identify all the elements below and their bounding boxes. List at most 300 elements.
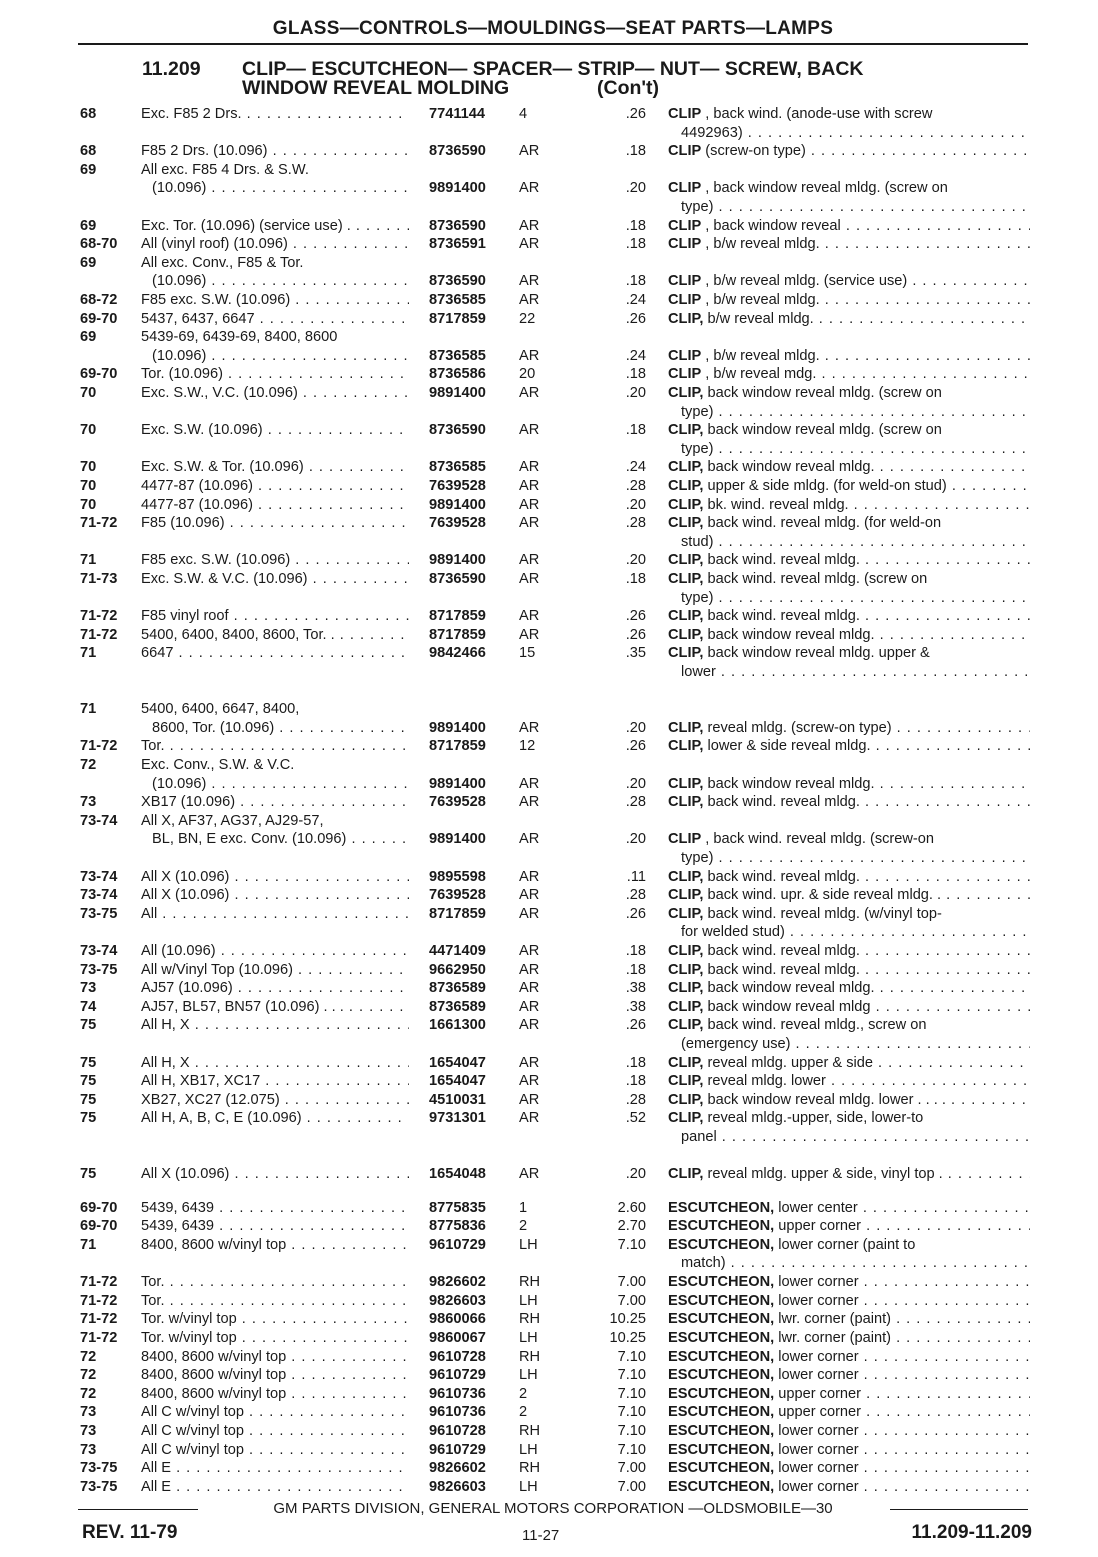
part-number: 9891400 <box>429 775 486 792</box>
part-detail: bk. wind. reveal mldg. <box>703 496 849 513</box>
part-name: ESCUTCHEON, <box>668 1441 775 1458</box>
model-year: 69 <box>80 329 97 346</box>
part-number: 8736589 <box>429 998 486 1015</box>
part-name: ESCUTCHEON, <box>668 1218 775 1235</box>
model-application: 5439, 6439 . . . <box>141 1199 409 1218</box>
part-description <box>668 1016 1030 1035</box>
model-application-cont: 8600, Tor. (10.096) . . . <box>152 719 409 738</box>
quantity: RH <box>519 1422 541 1439</box>
model-year: 68 <box>80 106 97 122</box>
quantity: 2 <box>519 1404 528 1421</box>
quantity: AR <box>519 943 540 959</box>
model-application: 5439-69, 6439-69, 8400, 8600 <box>141 329 338 346</box>
part-number: 8736585 <box>429 347 486 364</box>
model-year: 69-70 <box>80 310 118 327</box>
quantity: AR <box>519 1110 540 1127</box>
quantity: RH <box>519 1348 541 1365</box>
model-year: 71-72 <box>80 738 118 755</box>
part-description <box>668 551 1030 570</box>
part-detail: back wind. reveal mldg. (w/vinyl top- <box>703 905 942 922</box>
part-number: 8736590 <box>429 217 486 234</box>
part-detail: back window reveal mldg. (screw on <box>703 422 942 439</box>
part-number: 1654048 <box>429 1166 486 1183</box>
price: .52 <box>625 1110 646 1127</box>
part-description <box>668 942 1030 961</box>
model-application: Tor. . . . <box>141 1292 409 1311</box>
part-description <box>668 1385 1030 1404</box>
quantity: AR <box>519 273 540 290</box>
price: .18 <box>625 143 646 160</box>
model-year: 73-75 <box>80 1478 118 1495</box>
part-description <box>668 291 1030 310</box>
model-year: 71-72 <box>80 515 118 532</box>
model-application: Exc. S.W., V.C. (10.096) . . . <box>141 384 409 403</box>
part-number: 8736590 <box>429 143 486 160</box>
part-detail: , back wind. (anode-use with screw <box>701 106 933 122</box>
part-detail: , back window reveal <box>701 217 841 234</box>
part-number: 7639528 <box>429 794 486 811</box>
part-number: 7639528 <box>429 515 486 532</box>
part-detail: lower corner <box>774 1478 859 1495</box>
part-detail: lower corner <box>774 1274 859 1291</box>
part-number: 8717859 <box>429 738 486 755</box>
part-name: CLIP, <box>668 1091 704 1108</box>
part-name: CLIP, <box>668 459 704 476</box>
part-name: ESCUTCHEON, <box>668 1329 775 1346</box>
part-detail: upper corner <box>774 1218 862 1235</box>
model-application-cont: BL, BN, E exc. Conv. (10.096) . . . <box>152 830 409 849</box>
part-name: CLIP <box>668 106 702 122</box>
part-name: CLIP, <box>668 943 704 959</box>
part-detail: lower corner <box>774 1367 859 1384</box>
model-application: 5400, 6400, 8400, 8600, Tor. . . . . <box>141 626 409 645</box>
part-detail: lwr. corner (paint) <box>774 1311 892 1328</box>
part-description <box>668 217 1030 236</box>
model-year: 75 <box>80 1166 97 1183</box>
price: 7.10 <box>617 1367 646 1384</box>
section-number: 11.209 <box>142 58 201 80</box>
part-description <box>668 1273 1030 1292</box>
part-number: 9731301 <box>429 1110 486 1127</box>
price: .20 <box>625 719 646 736</box>
quantity: 4 <box>519 106 528 122</box>
model-year: 73 <box>80 1422 97 1439</box>
part-description <box>668 1072 1030 1091</box>
price: .18 <box>625 366 646 383</box>
part-description-cont: type) . . . <box>681 440 1030 459</box>
part-description-cont: (emergency use) . . . <box>681 1035 1030 1054</box>
part-number: 9891400 <box>429 831 486 848</box>
quantity: AR <box>519 794 540 811</box>
part-description <box>668 905 1030 924</box>
part-detail: lower center <box>774 1199 858 1216</box>
part-number: 9610729 <box>429 1367 486 1384</box>
model-year: 73-75 <box>80 1460 118 1477</box>
model-application: F85 vinyl roof . . . <box>141 607 409 626</box>
quantity: AR <box>519 905 540 922</box>
part-number: 9826603 <box>429 1478 486 1495</box>
footer-rule-left <box>78 1509 198 1510</box>
part-number: 8736586 <box>429 366 486 383</box>
price: 7.00 <box>617 1460 646 1477</box>
quantity: AR <box>519 385 540 401</box>
price: .24 <box>625 292 646 308</box>
model-application: All exc. F85 4 Drs. & S.W. <box>141 161 309 178</box>
model-application-cont: (10.096) . . . <box>152 272 409 291</box>
part-name: ESCUTCHEON, <box>668 1311 775 1328</box>
model-application: All X (10.096) . . . <box>141 886 409 905</box>
part-name: CLIP, <box>668 1073 704 1090</box>
quantity: AR <box>519 571 540 587</box>
part-number: 8717859 <box>429 310 486 327</box>
model-year: 73-75 <box>80 961 118 978</box>
part-name: CLIP <box>668 831 702 848</box>
part-detail: (screw-on type) <box>701 143 806 160</box>
part-name: CLIP, <box>668 478 704 494</box>
model-year: 73-74 <box>80 868 118 885</box>
price: .26 <box>625 738 646 755</box>
quantity: AR <box>519 831 540 848</box>
quantity: AR <box>519 1017 540 1034</box>
model-application: AJ57, BL57, BN57 (10.096) . . . . . . <box>141 998 409 1017</box>
price: .26 <box>625 106 646 122</box>
part-name: CLIP, <box>668 385 704 401</box>
part-name: ESCUTCHEON, <box>668 1478 775 1495</box>
part-description <box>668 1310 1030 1329</box>
part-detail: back window reveal mldg <box>703 998 871 1015</box>
model-year: 73 <box>80 1441 97 1458</box>
quantity: 15 <box>519 645 536 662</box>
model-application: All E . . . <box>141 1478 409 1497</box>
part-description <box>668 775 1030 794</box>
price: .20 <box>625 775 646 792</box>
model-application: 8400, 8600 w/vinyl top . . . <box>141 1366 409 1385</box>
part-number: 8736591 <box>429 236 486 253</box>
price: .28 <box>625 887 646 904</box>
price: .18 <box>625 571 646 587</box>
part-detail: back wind. reveal mldg. (for weld-on <box>703 515 942 532</box>
part-description <box>668 1109 1030 1128</box>
part-name: ESCUTCHEON, <box>668 1404 775 1421</box>
part-name: CLIP, <box>668 496 704 513</box>
quantity: AR <box>519 347 540 364</box>
part-description-cont: type) . . . <box>681 849 1030 868</box>
quantity: AR <box>519 552 540 569</box>
part-name: ESCUTCHEON, <box>668 1292 775 1309</box>
part-detail: , b/w reveal mldg. <box>701 292 820 308</box>
quantity: AR <box>519 887 540 904</box>
model-year: 71-73 <box>80 571 118 587</box>
model-application-cont: (10.096) . . . <box>152 179 409 198</box>
part-number: 9860066 <box>429 1311 486 1328</box>
model-application: 4477-87 (10.096) . . . <box>141 477 409 496</box>
part-number: 9826603 <box>429 1292 486 1309</box>
part-description <box>668 142 1030 161</box>
price: .18 <box>625 273 646 290</box>
quantity: AR <box>519 608 540 625</box>
quantity: AR <box>519 496 540 513</box>
part-number: 9891400 <box>429 719 486 736</box>
part-number: 9610728 <box>429 1348 486 1365</box>
part-number: 9610729 <box>429 1236 486 1253</box>
part-number: 9610736 <box>429 1404 486 1421</box>
part-description-cont: for welded stud) . . . <box>681 923 1030 942</box>
part-detail: lower corner <box>774 1292 859 1309</box>
model-application: Exc. S.W. (10.096) . . . <box>141 421 409 440</box>
model-year: 68 <box>80 143 97 160</box>
model-year: 71-72 <box>80 608 118 625</box>
part-number: 9842466 <box>429 645 486 662</box>
part-detail: lower corner <box>774 1460 859 1477</box>
part-detail: reveal mldg. upper & side, vinyl top . <box>703 1166 943 1183</box>
part-name: CLIP, <box>668 1017 704 1034</box>
part-description <box>668 719 1030 738</box>
part-number: 8717859 <box>429 608 486 625</box>
part-name: ESCUTCHEON, <box>668 1385 775 1402</box>
part-name: ESCUTCHEON, <box>668 1422 775 1439</box>
quantity: AR <box>519 422 540 439</box>
part-detail: upper corner <box>774 1385 862 1402</box>
price: .26 <box>625 608 646 625</box>
quantity: 22 <box>519 310 536 327</box>
quantity: AR <box>519 236 540 253</box>
price: .28 <box>625 478 646 494</box>
part-description <box>668 830 1030 849</box>
part-name: CLIP, <box>668 961 704 978</box>
model-application: All C w/vinyl top . . . <box>141 1441 409 1460</box>
model-application: All exc. Conv., F85 & Tor. <box>141 254 304 271</box>
part-name: CLIP, <box>668 887 704 904</box>
model-year: 75 <box>80 1054 97 1071</box>
model-application: F85 exc. S.W. (10.096) . . . <box>141 291 409 310</box>
model-application: XB27, XC27 (12.075) . . . <box>141 1091 409 1110</box>
part-detail: back wind. reveal mldg. <box>703 794 860 811</box>
part-description <box>668 886 1030 905</box>
model-year: 71 <box>80 645 97 662</box>
part-detail: back window reveal mldg. <box>703 626 875 643</box>
part-detail: lower & side reveal mldg. <box>703 738 871 755</box>
part-name: ESCUTCHEON, <box>668 1348 775 1365</box>
quantity: AR <box>519 626 540 643</box>
part-name: CLIP, <box>668 775 704 792</box>
price: 10.25 <box>609 1311 646 1328</box>
part-detail: lower corner <box>774 1441 859 1458</box>
part-number: 8736590 <box>429 273 486 290</box>
part-name: CLIP <box>668 273 702 290</box>
part-description <box>668 868 1030 887</box>
model-application: All H, A, B, C, E (10.096) . . . <box>141 1109 409 1128</box>
part-name: CLIP, <box>668 608 704 625</box>
quantity: AR <box>519 217 540 234</box>
price: .28 <box>625 794 646 811</box>
price: .20 <box>625 180 646 197</box>
price: .18 <box>625 422 646 439</box>
part-description <box>668 998 1030 1017</box>
part-number: 9891400 <box>429 180 486 197</box>
part-detail: , b/w reveal mldg. (service use) <box>701 273 908 290</box>
part-description <box>668 1165 1030 1184</box>
model-application: All H, X . . . <box>141 1016 409 1035</box>
part-description <box>668 1366 1030 1385</box>
part-description <box>668 1422 1030 1441</box>
model-application: XB17 (10.096) . . . <box>141 793 409 812</box>
part-name: CLIP, <box>668 719 704 736</box>
quantity: RH <box>519 1460 541 1477</box>
model-application: All X, AF37, AG37, AJ29-57, <box>141 812 324 829</box>
quantity: RH <box>519 1274 541 1291</box>
quantity: LH <box>519 1329 538 1346</box>
model-application: 5437, 6437, 6647 . . . <box>141 310 409 329</box>
model-year: 75 <box>80 1110 97 1127</box>
price: .28 <box>625 1091 646 1108</box>
model-application: Exc. Tor. (10.096) (service use) . . . . <box>141 217 409 236</box>
price: .26 <box>625 310 646 327</box>
section-title-line1: CLIP— ESCUTCHEON— SPACER— STRIP— NUT— SCREW, BACK <box>242 58 864 80</box>
quantity: AR <box>519 292 540 308</box>
price: 7.10 <box>617 1385 646 1402</box>
model-year: 72 <box>80 1367 97 1384</box>
model-year: 70 <box>80 385 97 401</box>
page-header: GLASS—CONTROLS—MOULDINGS—SEAT PARTS—LAMPS <box>78 18 1028 45</box>
model-year: 69 <box>80 254 97 271</box>
part-detail: upper & side mldg. (for weld-on stud) <box>703 478 947 494</box>
model-application: Exc. Conv., S.W. & V.C. <box>141 757 295 773</box>
part-description <box>668 1403 1030 1422</box>
part-name: CLIP, <box>668 980 704 997</box>
model-year: 69 <box>80 217 97 234</box>
part-name: CLIP, <box>668 794 704 811</box>
part-description <box>668 626 1030 645</box>
model-application: All X (10.096) . . . <box>141 1165 409 1184</box>
quantity: AR <box>519 1091 540 1108</box>
part-name: CLIP <box>668 236 702 253</box>
model-year: 72 <box>80 757 97 773</box>
part-description <box>668 272 1030 291</box>
part-name: CLIP <box>668 347 702 364</box>
part-number: 7639528 <box>429 887 486 904</box>
price: .18 <box>625 1054 646 1071</box>
part-description <box>668 105 1030 124</box>
part-description <box>668 458 1030 477</box>
model-year: 73-75 <box>80 905 118 922</box>
part-name: CLIP <box>668 292 702 308</box>
model-year: 73-74 <box>80 812 118 829</box>
part-name: CLIP, <box>668 552 704 569</box>
footer-publisher: GM PARTS DIVISION, GENERAL MOTORS CORPORATION —OLDSMOBILE—30 <box>273 1500 833 1517</box>
price: .26 <box>625 626 646 643</box>
model-year: 71-72 <box>80 626 118 643</box>
part-detail: , b/w reveal mldg. <box>701 236 820 253</box>
section-continued: (Con't) <box>597 77 660 99</box>
model-application: All H, X . . . <box>141 1054 409 1073</box>
quantity: AR <box>519 719 540 736</box>
model-application: All E . . . <box>141 1459 409 1478</box>
part-name: CLIP, <box>668 515 704 532</box>
model-application: 4477-87 (10.096) . . . <box>141 496 409 515</box>
part-detail: back window reveal mldg. (screw on <box>703 385 942 401</box>
part-detail: back wind. reveal mldg. <box>703 943 860 959</box>
price: .20 <box>625 496 646 513</box>
quantity: LH <box>519 1367 538 1384</box>
part-name: ESCUTCHEON, <box>668 1460 775 1477</box>
part-number: 9826602 <box>429 1460 486 1477</box>
part-name: CLIP, <box>668 1166 704 1183</box>
model-application: Tor. w/vinyl top . . . <box>141 1329 409 1348</box>
quantity: AR <box>519 998 540 1015</box>
part-description <box>668 1459 1030 1478</box>
part-description-cont: stud) . . . <box>681 533 1030 552</box>
model-application: All (vinyl roof) (10.096) . . . <box>141 235 409 254</box>
part-detail: , back wind. reveal mldg. (screw-on <box>701 831 935 848</box>
part-detail: back window reveal mldg. <box>703 980 875 997</box>
price: 7.10 <box>617 1422 646 1439</box>
model-application: All w/Vinyl Top (10.096) . . . <box>141 961 409 980</box>
part-description <box>668 1217 1030 1236</box>
part-name: CLIP <box>668 180 702 197</box>
part-number: 8736585 <box>429 292 486 308</box>
part-detail: lwr. corner (paint) <box>774 1329 892 1346</box>
quantity: LH <box>519 1441 538 1458</box>
price: .26 <box>625 1017 646 1034</box>
model-application: Exc. S.W. & Tor. (10.096) . . . <box>141 458 409 477</box>
part-name: CLIP <box>668 366 702 383</box>
model-year: 69 <box>80 161 97 178</box>
quantity: LH <box>519 1236 538 1253</box>
model-application-cont: (10.096) . . . <box>152 347 409 366</box>
model-year: 70 <box>80 478 97 494</box>
price: .38 <box>625 998 646 1015</box>
part-name: CLIP, <box>668 310 704 327</box>
part-number: 8775835 <box>429 1199 486 1216</box>
part-description <box>668 514 1030 533</box>
part-description <box>668 421 1030 440</box>
part-number: 8736590 <box>429 422 486 439</box>
part-description-cont: 4492963) . . . <box>681 124 1030 143</box>
part-name: CLIP, <box>668 645 704 662</box>
part-number: 8717859 <box>429 905 486 922</box>
quantity: RH <box>519 1311 541 1328</box>
part-number: 8736590 <box>429 571 486 587</box>
part-name: CLIP <box>668 143 702 160</box>
price: .26 <box>625 905 646 922</box>
model-year: 71 <box>80 1236 97 1253</box>
price: .20 <box>625 385 646 401</box>
part-detail: upper corner <box>774 1404 862 1421</box>
part-detail: , back window reveal mldg. (screw on <box>701 180 948 197</box>
price: .38 <box>625 980 646 997</box>
model-application: 8400, 8600 w/vinyl top . . . <box>141 1348 409 1367</box>
model-year: 69-70 <box>80 366 118 383</box>
part-detail: back wind. upr. & side reveal mldg. . <box>703 887 942 904</box>
part-name: CLIP, <box>668 422 704 439</box>
model-year: 75 <box>80 1091 97 1108</box>
model-year: 74 <box>80 998 97 1015</box>
part-description <box>668 793 1030 812</box>
part-number: 9610728 <box>429 1422 486 1439</box>
part-description <box>668 644 1030 663</box>
price: .24 <box>625 347 646 364</box>
page-number: 11-27 <box>522 1527 560 1544</box>
part-description <box>668 1292 1030 1311</box>
part-detail: lower corner (paint to <box>774 1236 916 1253</box>
quantity: 1 <box>519 1199 528 1216</box>
price: .35 <box>625 645 646 662</box>
part-description <box>668 179 1030 198</box>
section-title-line2: WINDOW REVEAL MOLDING <box>242 77 510 99</box>
part-name: CLIP, <box>668 571 704 587</box>
part-description <box>668 979 1030 998</box>
model-application: All C w/vinyl top . . . <box>141 1403 409 1422</box>
